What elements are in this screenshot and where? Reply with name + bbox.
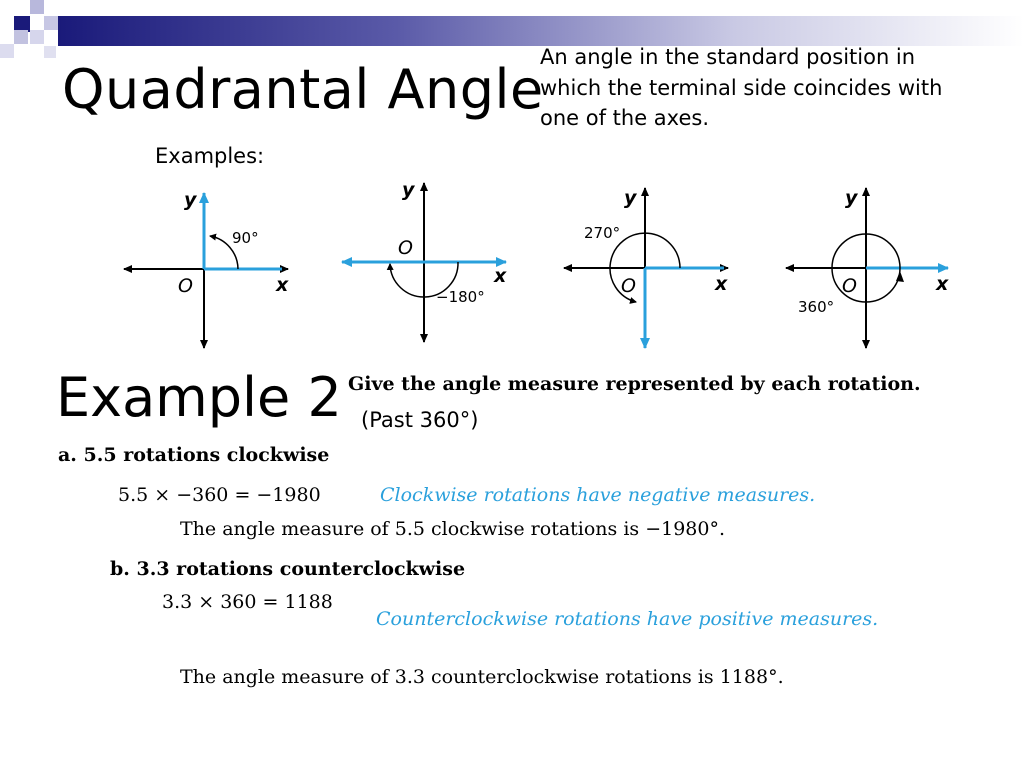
y-axis-label: y [402,179,415,201]
y-axis-label: y [624,187,637,209]
y-axis-label: y [184,189,197,211]
origin-label: O [178,275,193,297]
past-360-note: (Past 360°) [361,408,479,432]
example-2-title: Example 2 [56,366,342,429]
part-b-hint: Counterclockwise rotations have positive measures. [376,608,879,630]
quadrantal-angle-diagrams [0,0,1024,360]
angle-label: 360° [798,298,835,316]
x-axis-label: x [936,273,949,295]
angle-label: 270° [584,224,621,242]
part-b-conclusion: The angle measure of 3.3 counterclockwise rotations is 1188°. [180,666,784,688]
diagram-neg180 [342,179,507,342]
part-a-heading: a. 5.5 rotations clockwise [58,444,330,466]
definition-text: An angle in the standard position in which the terminal side coincides with one of the axes. [540,45,943,130]
diagram-90 [124,189,289,348]
angle-label: −180° [436,288,485,306]
part-a-conclusion: The angle measure of 5.5 clockwise rotations is −1980°. [180,518,726,540]
examples-label: Examples: [155,144,265,168]
origin-label: O [398,237,413,259]
rotation-arrowhead [896,271,904,282]
origin-label: O [621,275,636,297]
part-b-equation: 3.3 × 360 = 1188 [162,591,333,613]
diagram-360 [786,187,949,348]
angle-label: 90° [232,229,259,247]
diagram-270 [564,187,728,348]
part-a-equation: 5.5 × −360 = −1980 [118,484,321,506]
x-axis-label: x [715,273,728,295]
origin-label: O [842,275,857,297]
part-a-hint: Clockwise rotations have negative measures. [380,484,816,506]
question-text: Give the angle measure represented by each rotation. [348,373,921,395]
x-axis-label: x [494,265,507,287]
slide-title: Quadrantal Angle [62,58,544,121]
y-axis-label: y [845,187,858,209]
part-b-heading: b. 3.3 rotations counterclockwise [110,558,466,580]
x-axis-label: x [276,274,289,296]
